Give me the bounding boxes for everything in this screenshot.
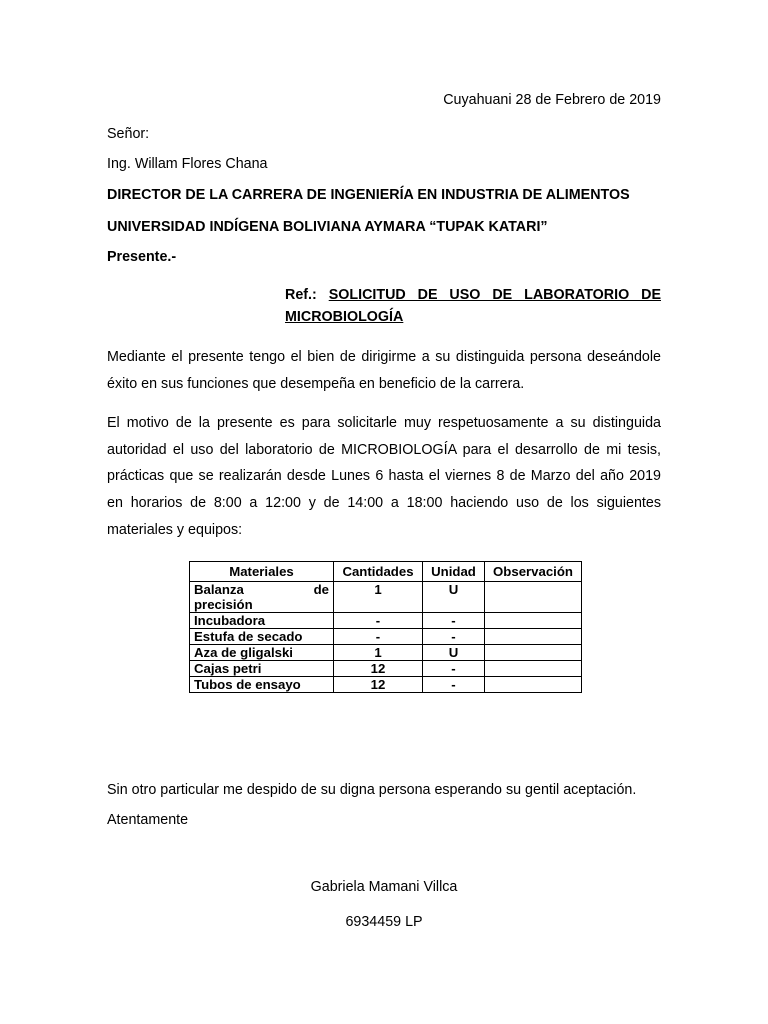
cell-observacion [485, 677, 582, 693]
signature-id: 6934459 LP [345, 914, 423, 930]
cell-unidad: - [423, 661, 485, 677]
cell-material: Aza de gligalski [190, 645, 334, 661]
salutation: Señor: [107, 126, 150, 142]
cell-cantidad: - [334, 629, 423, 645]
closing-sentence: Sin otro particular me despido de su digna persona esperando su gentil aceptación. [107, 782, 637, 798]
cell-cantidad: 1 [334, 582, 423, 613]
date-line: Cuyahuani 28 de Febrero de 2019 [443, 92, 661, 108]
cell-observacion [485, 582, 582, 613]
reference-subject: SOLICITUD DE USO DE LABORATORIO DE [328, 287, 661, 303]
cell-material: Tubos de ensayo [190, 677, 334, 693]
paragraph-2 [107, 410, 661, 544]
cell-unidad: - [423, 613, 485, 629]
paragraph-line: El motivo de la presente es para solicitarle muy respetuosamente a su distinguida [107, 415, 661, 431]
cell-unidad: - [423, 629, 485, 645]
paragraph-line: materiales y equipos: [107, 521, 243, 538]
table-row [190, 582, 582, 613]
paragraph-line: autoridad el uso del laboratorio de MICROBIOLOGÍA para el desarrollo de mi tesis, [107, 441, 661, 458]
paragraph-line: en horarios de 8:00 a 12:00 y de 14:00 a 18:00 haciendo uso de los siguientes [107, 495, 661, 512]
reference-subject-cont: MICROBIOLOGÍA [285, 309, 404, 325]
cell-material-word: de [313, 582, 329, 597]
table-row [190, 661, 582, 677]
recipient-title: DIRECTOR DE LA CARRERA DE INGENIERÍA EN INDUSTRIA DE ALIMENTOS [107, 187, 630, 203]
farewell: Atentamente [107, 812, 189, 828]
cell-cantidad: 12 [334, 677, 423, 693]
cell-material: Cajas petri [190, 661, 334, 677]
table-header-row [190, 562, 582, 582]
cell-material-word: Balanza [194, 582, 244, 597]
header-materiales: Materiales [190, 562, 334, 582]
reference-line [285, 282, 661, 308]
cell-unidad: U [423, 645, 485, 661]
presente: Presente.- [107, 249, 177, 265]
table-row [190, 677, 582, 693]
cell-observacion [485, 645, 582, 661]
paragraph-1 [107, 344, 661, 397]
cell-observacion [485, 661, 582, 677]
recipient-name: Ing. Willam Flores Chana [107, 156, 268, 172]
table-row [190, 645, 582, 661]
cell-cantidad: - [334, 613, 423, 629]
reference-label: Ref.: [285, 287, 317, 303]
cell-material: Incubadora [190, 613, 334, 629]
table-row [190, 629, 582, 645]
cell-material-word: precisión [194, 597, 253, 612]
cell-observacion [485, 613, 582, 629]
header-cantidades: Cantidades [334, 562, 423, 582]
cell-unidad: - [423, 677, 485, 693]
cell-cantidad: 1 [334, 645, 423, 661]
materials-table [189, 561, 582, 693]
cell-observacion [485, 629, 582, 645]
cell-material: Estufa de secado [190, 629, 334, 645]
paragraph-line: éxito en sus funciones que desempeña en beneficio de la carrera. [107, 375, 525, 392]
cell-cantidad: 12 [334, 661, 423, 677]
header-unidad: Unidad [423, 562, 485, 582]
paragraph-line: prácticas que se realizarán desde Lunes 6 hasta el viernes 8 de Marzo del año 2019 [107, 468, 661, 485]
header-observacion: Observación [485, 562, 582, 582]
paragraph-line: Mediante el presente tengo el bien de dirigirme a su distinguida persona deseándole [107, 349, 661, 365]
signature-name: Gabriela Mamani Villca [310, 879, 458, 895]
cell-unidad: U [423, 582, 485, 613]
recipient-institution: UNIVERSIDAD INDÍGENA BOLIVIANA AYMARA “TUPAK KATARI” [107, 219, 548, 235]
cell-material [190, 582, 334, 613]
table-row [190, 613, 582, 629]
